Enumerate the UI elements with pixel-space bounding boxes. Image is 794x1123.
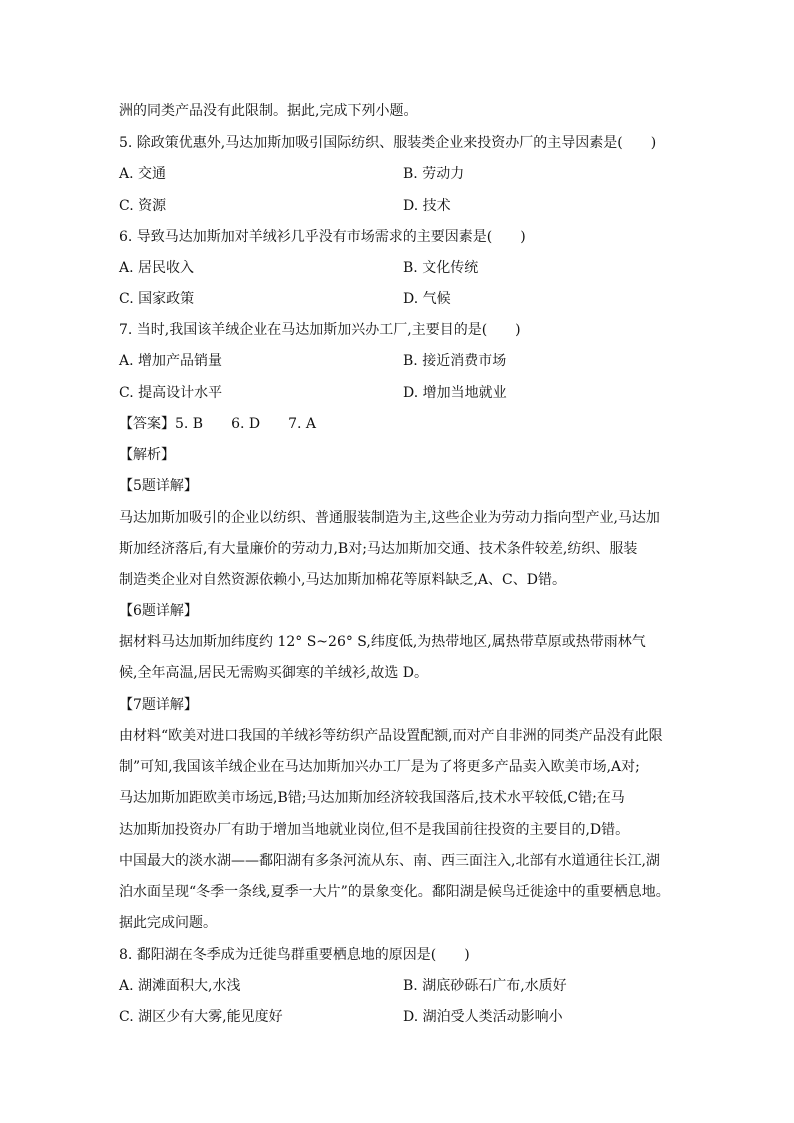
question-7-stem: 7. 当时,我国该羊绒企业在马达加斯加兴办工厂,主要目的是( ) [119,322,521,338]
detail-7-heading: 【7题详解】 [119,697,198,713]
detail-7-line-2: 制”可知,我国该羊绒企业在马达加斯加兴办工厂是为了将更多产品卖入欧美市场,A对; [119,759,640,775]
answer-line: 【答案】5. B 6. D 7. A [119,416,317,432]
detail-7-line-3: 马达加斯加距欧美市场远,B错;马达加斯加经济较我国落后,技术水平较低,C错;在马 [119,790,625,806]
q7-option-d: D. 增加当地就业 [403,385,507,401]
q7-option-a: A. 增加产品销量 [119,353,223,369]
analysis-heading: 【解析】 [119,447,175,463]
question-8-stem: 8. 鄱阳湖在冬季成为迁徙鸟群重要栖息地的原因是( ) [119,947,470,963]
q8-option-b: B. 湖底砂砾石广布,水质好 [403,978,567,994]
detail-6-line-1: 据材料马达加斯加纬度约 12° S~26° S,纬度低,为热带地区,属热带草原或热带雨林气 [119,634,646,650]
detail-5-line-2: 斯加经济落后,有大量廉价的劳动力,B对;马达加斯加交通、技术条件较差,纺织、服装 [119,541,638,557]
q5-option-d: D. 技术 [403,198,451,214]
passage-2-line-3: 据此完成问题。 [119,915,217,931]
question-5-stem: 5. 除政策优惠外,马达加斯加吸引国际纺织、服装类企业来投资办厂的主导因素是( ) [119,135,657,151]
detail-6-line-2: 候,全年高温,居民无需购买御寒的羊绒衫,故选 D。 [119,665,429,681]
detail-7-line-1: 由材料“欧美对进口我国的羊绒衫等纺织产品设置配额,而对产自非洲的同类产品没有此限 [119,728,663,744]
q7-option-b: B. 接近消费市场 [403,353,507,369]
question-6-stem: 6. 导致马达加斯加对羊绒衫几乎没有市场需求的主要因素是( ) [119,229,526,245]
detail-6-heading: 【6题详解】 [119,603,198,619]
q8-option-a: A. 湖滩面积大,水浅 [119,978,241,994]
detail-7-line-4: 达加斯加投资办厂有助于增加当地就业岗位,但不是我国前往投资的主要目的,D错。 [119,822,630,838]
q6-option-b: B. 文化传统 [403,260,479,276]
q7-option-c: C. 提高设计水平 [119,385,223,401]
detail-5-heading: 【5题详解】 [119,478,198,494]
q6-option-d: D. 气候 [403,291,451,307]
passage-2-line-1: 中国最大的淡水湖——鄱阳湖有多条河流从东、南、西三面注入,北部有水道通往长江,湖 [119,853,660,869]
q5-option-a: A. 交通 [119,166,167,182]
detail-5-line-1: 马达加斯加吸引的企业以纺织、普通服装制造为主,这些企业为劳动力指向型产业,马达加 [119,510,660,526]
detail-5-line-3: 制造类企业对自然资源依赖小,马达加斯加棉花等原料缺乏,A、C、D错。 [119,572,566,588]
q5-option-c: C. 资源 [119,198,167,214]
q5-option-b: B. 劳动力 [403,166,465,182]
intro-tail: 洲的同类产品没有此限制。据此,完成下列小题。 [119,103,418,119]
q6-option-a: A. 居民收入 [119,260,195,276]
q8-option-d: D. 湖泊受人类活动影响小 [403,1009,563,1025]
passage-2-line-2: 泊水面呈现“冬季一条线,夏季一大片”的景象变化。鄱阳湖是候鸟迁徙途中的重要栖息地。 [119,884,670,900]
q6-option-c: C. 国家政策 [119,291,195,307]
q8-option-c: C. 湖区少有大雾,能见度好 [119,1009,283,1025]
